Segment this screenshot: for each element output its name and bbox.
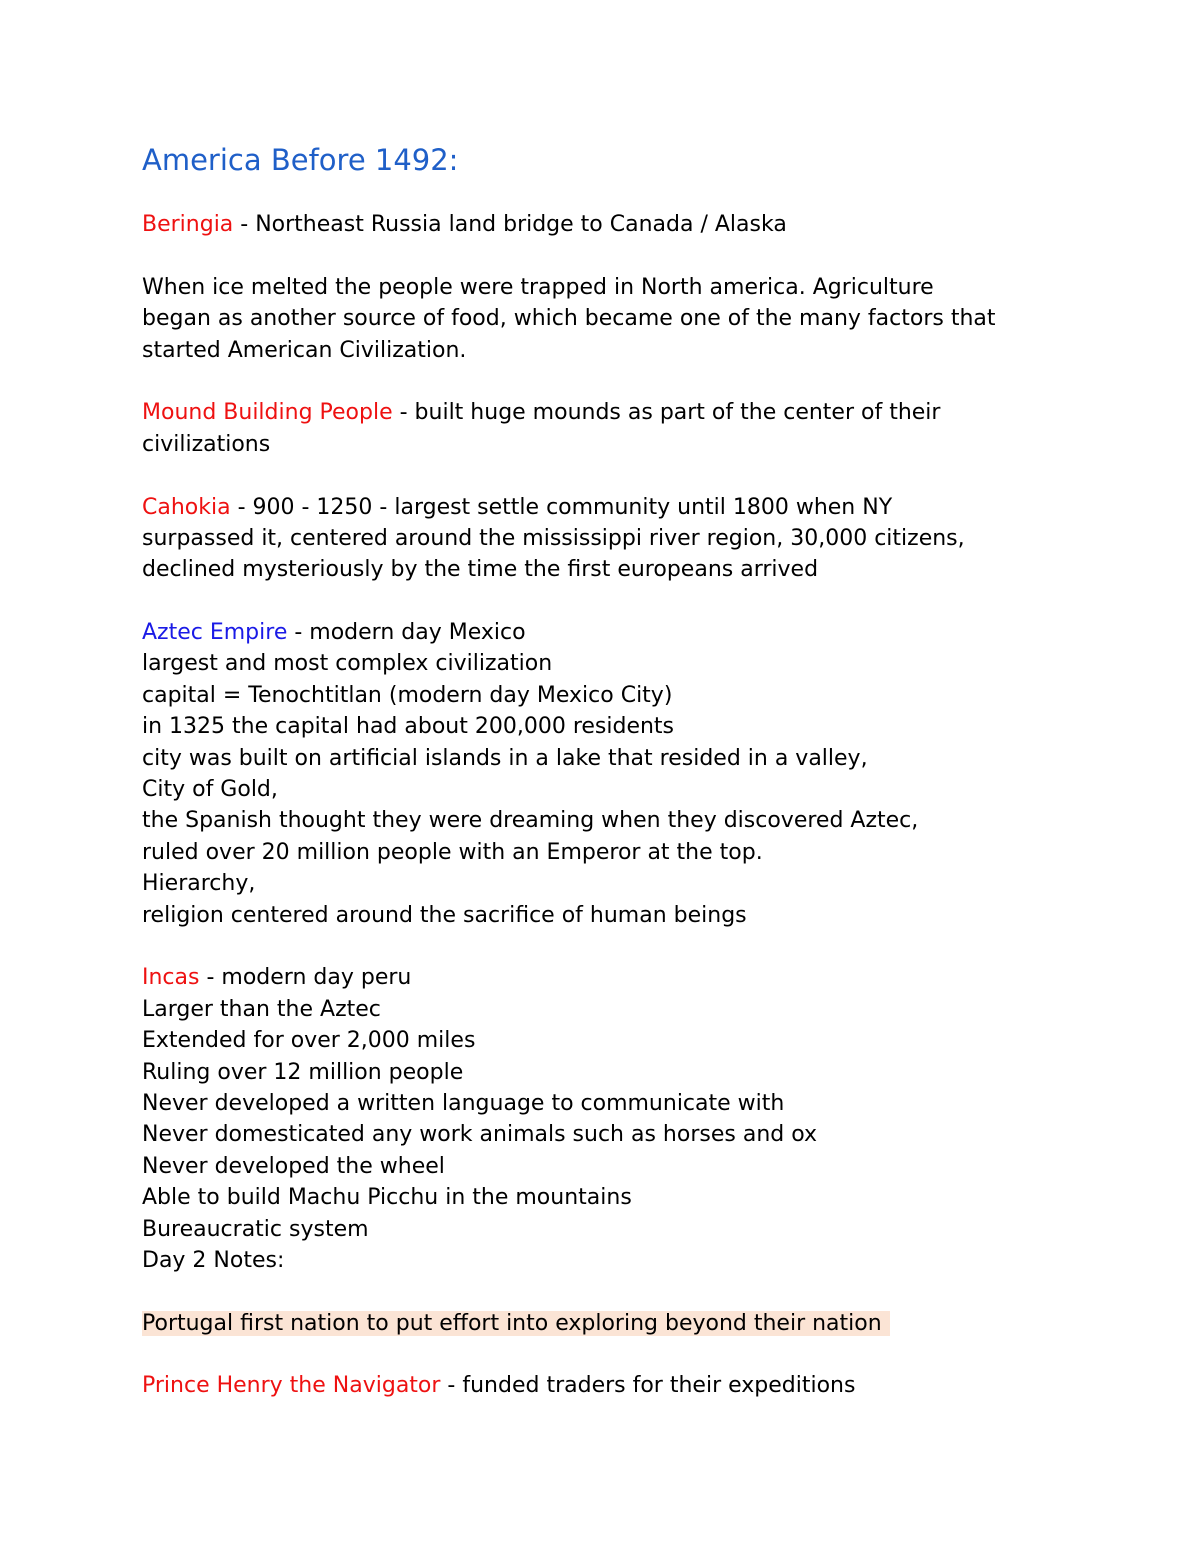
beringia-term: Beringia <box>142 212 234 237</box>
ice-paragraph-line: started American Civilization. <box>142 337 467 363</box>
spacer <box>142 1276 1092 1307</box>
incas-line: Able to build Machu Picchu in the mountains <box>142 1185 632 1211</box>
mound-entry <box>142 397 1092 428</box>
aztec-line: capital = Tenochtitlan (modern day Mexico City) <box>142 682 673 708</box>
day-2-notes-heading: Day 2 Notes: <box>142 1247 285 1273</box>
aztec-line: largest and most complex civilization <box>142 651 553 677</box>
mound-continuation: civilizations <box>142 431 271 457</box>
aztec-term: Aztec Empire <box>142 620 288 646</box>
cahokia-term: Cahokia <box>142 494 231 520</box>
aztec-entry <box>142 617 1092 648</box>
incas-line: Larger than the Aztec <box>142 996 381 1022</box>
mound-definition: - built huge mounds as part of the center of their <box>392 400 941 426</box>
incas-line: Never developed the wheel <box>142 1153 445 1179</box>
beringia-definition: - Northeast Russia land bridge to Canada / Alaska <box>233 212 787 237</box>
incas-line: Never developed a written language to communicate with <box>142 1090 785 1116</box>
aztec-line: the Spanish thought they were dreaming when they discovered Aztec, <box>142 808 919 834</box>
ice-paragraph-line: When ice melted the people were trapped in North america. Agriculture <box>142 274 934 300</box>
cahokia-entry <box>142 492 1092 523</box>
incas-definition: - modern day peru <box>199 965 412 991</box>
aztec-definition: - modern day Mexico <box>287 620 526 646</box>
aztec-line: religion centered around the sacrifice of human beings <box>142 902 747 928</box>
beringia-entry <box>142 209 1092 240</box>
incas-line: Extended for over 2,000 miles <box>142 1028 476 1054</box>
spacer <box>142 240 1092 271</box>
henry-definition: - funded traders for their expeditions <box>440 1373 856 1399</box>
spacer <box>142 586 1092 617</box>
spacer <box>142 931 1092 962</box>
page-title: America Before 1492: <box>142 143 459 177</box>
portugal-entry <box>142 1308 1092 1339</box>
ice-paragraph-line: began as another source of food, which became one of the many factors that <box>142 306 996 332</box>
incas-entry <box>142 962 1092 993</box>
aztec-line: ruled over 20 million people with an Emperor at the top. <box>142 839 763 865</box>
aztec-line: in 1325 the capital had about 200,000 residents <box>142 714 675 740</box>
incas-term: Incas <box>142 965 200 991</box>
spacer <box>142 366 1092 397</box>
mound-term: Mound Building People <box>142 400 393 426</box>
aztec-line: City of Gold, <box>142 777 278 803</box>
cahokia-definition: - 900 - 1250 - largest settle community until 1800 when NY <box>230 494 893 520</box>
henry-entry <box>142 1370 1092 1401</box>
incas-line: Bureaucratic system <box>142 1216 369 1242</box>
cahokia-line: declined mysteriously by the time the first europeans arrived <box>142 557 819 583</box>
aztec-line: city was built on artificial islands in a lake that resided in a valley, <box>142 745 868 771</box>
henry-term: Prince Henry the Navigator <box>142 1373 441 1399</box>
aztec-line: Hierarchy, <box>142 871 256 897</box>
incas-line: Never domesticated any work animals such as horses and ox <box>142 1122 818 1148</box>
notes-body <box>142 209 1092 1402</box>
cahokia-line: surpassed it, centered around the mississippi river region, 30,000 citizens, <box>142 525 965 551</box>
spacer <box>142 460 1092 491</box>
portugal-highlight: Portugal first nation to put effort into exploring beyond their nation <box>142 1311 890 1336</box>
spacer <box>142 1339 1092 1370</box>
incas-line: Ruling over 12 million people <box>142 1059 464 1085</box>
